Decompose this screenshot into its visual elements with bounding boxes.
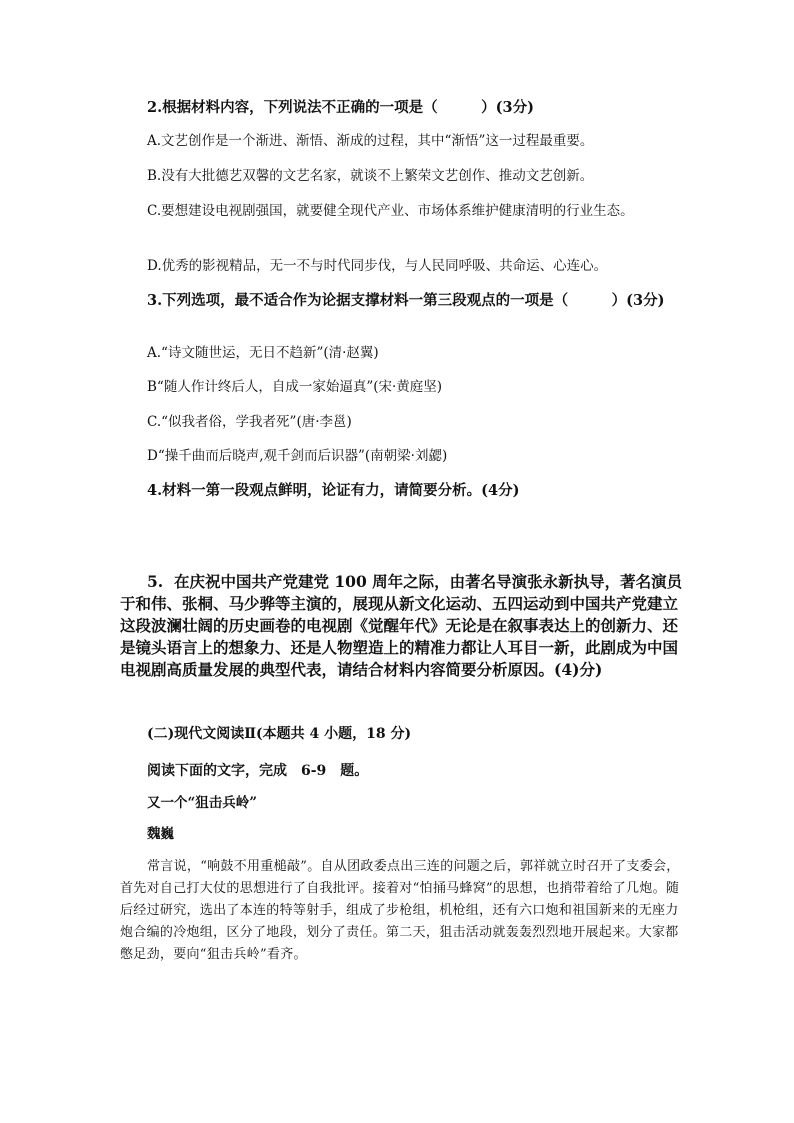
q2-option-b: B.没有大批德艺双馨的文艺名家，就谈不上繁荣文艺创作、推动文艺创新。 (147, 168, 594, 184)
section2-title: (二)现代文阅读Ⅱ(本题共 4 小题，18 分) (147, 726, 412, 742)
q4-stem: 4.材料一第一段观点鲜明，论证有力，请简要分析。(4分) (147, 482, 520, 499)
q3-stem: 3.下列选项，最不适合作为论据支撑材料一第三段观点的一项是（ ）(3分) (147, 292, 665, 309)
article-body: 常言说，“响鼓不用重槌敲”。自从团政委点出三连的问题之后，郭祥就立时召开了支委会，首先对自己打大仗的思想进行了自我批评。接着对“怕捅马蜂窝”的思想，也捎带着给了几炮。随后经过研究，选出了本连的特等射手，组成了步枪组，机枪组，还有六口炮和祖国新来的无座力炮合编的冷炮组，区分了地段，划分了责任。第二天，狙击活动就轰轰烈烈地开展起来。大家都憋足劲，要向“狙击兵岭”看齐。 (120, 859, 680, 962)
q3-option-a: A.“诗文随世运，无日不趋新”(清·赵翼) (147, 345, 379, 361)
article-title: 又一个“狙击兵岭” (147, 795, 258, 811)
q5-text: 5. 在庆祝中国共产党建党 100 周年之际，由著名导演张永新执导，著名演员于和伟、张桐、马少骅等主演的，展现从新文化运动、五四运动到中国共产党建立这段波澜壮阔的历史画卷的电视剧《觉醒年代》无论是在叙事表达上的创新力、还是镜头语言上的想象力、还是人物塑造上的精准力都让人耳目一新，此剧成为中国电视剧高质量发展的典型代表，请结合材料内容简要分析原因。(4)分) (120, 572, 683, 679)
article-author: 魏巍 (147, 826, 174, 842)
q2-option-d: D.优秀的影视精品，无一不与时代同步伐，与人民同呼吸、共命运、心连心。 (147, 258, 608, 274)
q3-option-d: D“操千曲而后晓声,观千剑而后识器”(南朝梁·刘勰) (147, 448, 448, 464)
q3-option-c: C.“似我者俗，学我者死”(唐·李邕) (147, 414, 352, 430)
q2-option-c: C.要想建设电视剧强国，就要健全现代产业、市场体系维护健康清明的行业生态。 (147, 203, 634, 219)
q2-stem: 2.根据材料内容，下列说法不正确的一项是（ ）(3分) (147, 99, 534, 116)
q3-option-b: B“随人作计终后人，自成一家始逼真”(宋·黄庭坚) (147, 379, 443, 395)
section2-instruction: 阅读下面的文字，完成 6-9 题。 (147, 763, 369, 779)
q2-option-a: A.文艺创作是一个渐进、渐悟、渐成的过程，其中“渐悟”这一过程最重要。 (147, 133, 594, 149)
